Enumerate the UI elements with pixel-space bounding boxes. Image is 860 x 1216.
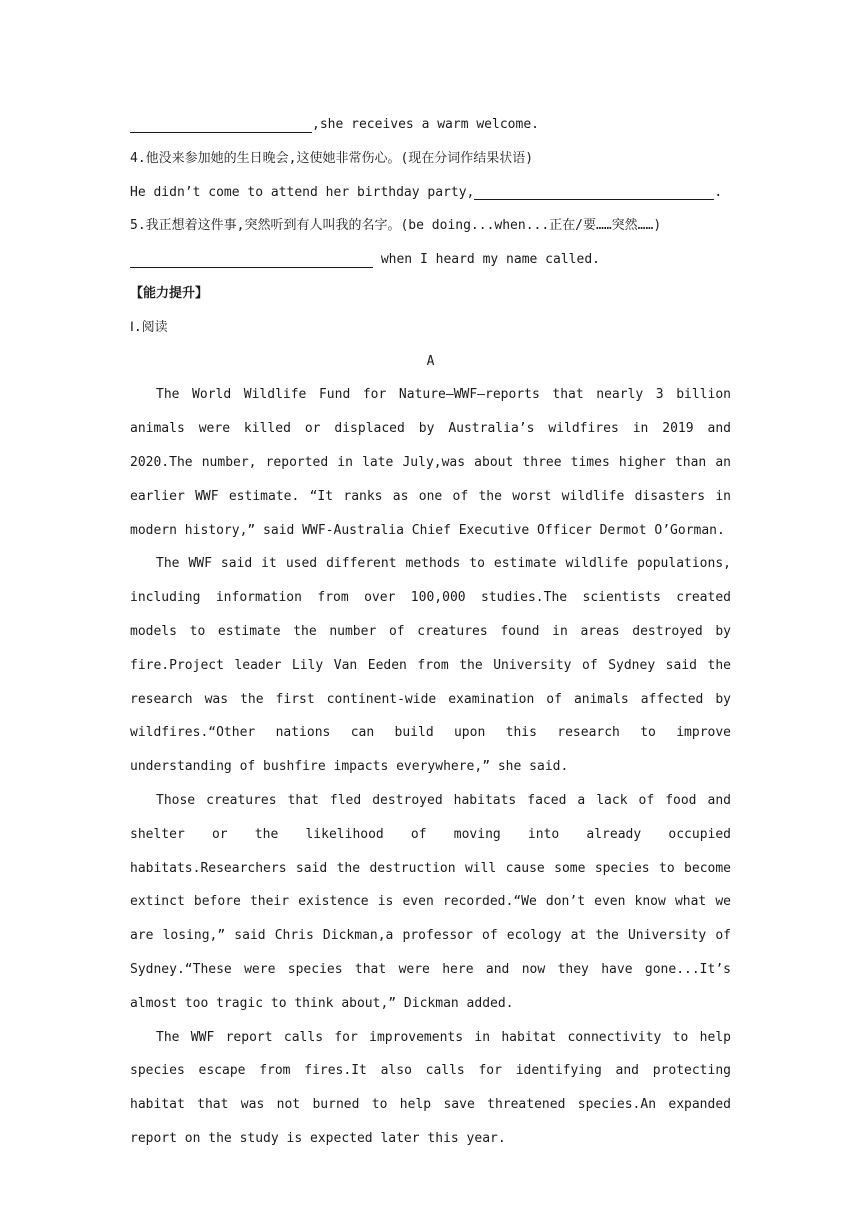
passage-label: A	[426, 353, 435, 369]
exercise-5-answer-line	[130, 243, 731, 277]
passage-paragraph-2: The WWF said it used different methods to estimate wildlife populations, including information from over 100,000 studies.The scientists created models to estimate the number of creatures found in areas destroyed by fire.Project leader Lily Van Eeden from the University of Sydney said the research was the first continent-wide examination of animals affected by wildfires.“Other nations can build upon this research to improve understanding of bushfire impacts everywhere,” she said.	[130, 556, 731, 775]
passage-paragraph-4: The WWF report calls for improvements in habitat connectivity to help species escape from fires.It also calls for identifying and protecting habitat that was not burned to help save threatened species.An expanded report on the study is expected later this year.	[130, 1029, 731, 1146]
exercise-3-tail: ,she receives a warm welcome.	[312, 117, 539, 132]
section-subtitle: Ⅰ.阅读	[130, 319, 168, 335]
exercise-5-prompt: 5.我正想着这件事,突然听到有人叫我的名字。(be doing...when...正在/要……突然……)	[130, 218, 662, 234]
exercise-4-answer-suffix: .	[714, 184, 723, 200]
exercise-5-answer-suffix: when I heard my name called.	[373, 252, 600, 268]
answer-blank-5[interactable]	[130, 247, 373, 268]
exercise-4-answer-prefix: He didn’t come to attend her birthday party,	[130, 184, 475, 200]
answer-blank-3[interactable]	[130, 112, 312, 133]
exercise-4-answer-line	[130, 176, 731, 210]
passage-paragraph-3: Those creatures that fled destroyed habitats faced a lack of food and shelter or the likelihood of moving into already occupied habitats.Researchers said the destruction will cause some species to become extinct before their existence is even recorded.“We don’t even know what we are losing,” said Chris Dickman,a professor of ecology at the University of Sydney.“These were species that were here and now they have gone...It’s almost too tragic to think about,” Dickman added.	[130, 792, 731, 1011]
answer-blank-4[interactable]	[474, 179, 714, 200]
exercise-line-3	[130, 108, 731, 142]
passage-paragraph-1: The World Wildlife Fund for Nature—WWF—reports that nearly 3 billion animals were killed or displaced by Australia’s wildfires in 2019 and 2020.The number, reported in late July,was about three times higher than an earlier WWF estimate. “It ranks as one of the worst wildlife disasters in modern history,” said WWF-Australia Chief Executive Officer Dermot O’Gorman.	[130, 387, 731, 538]
section-title: 【能力提升】	[130, 285, 209, 301]
exercise-4-prompt: 4.他没来参加她的生日晚会,这使她非常伤心。(现在分词作结果状语)	[130, 150, 534, 166]
document-page	[130, 108, 731, 1156]
